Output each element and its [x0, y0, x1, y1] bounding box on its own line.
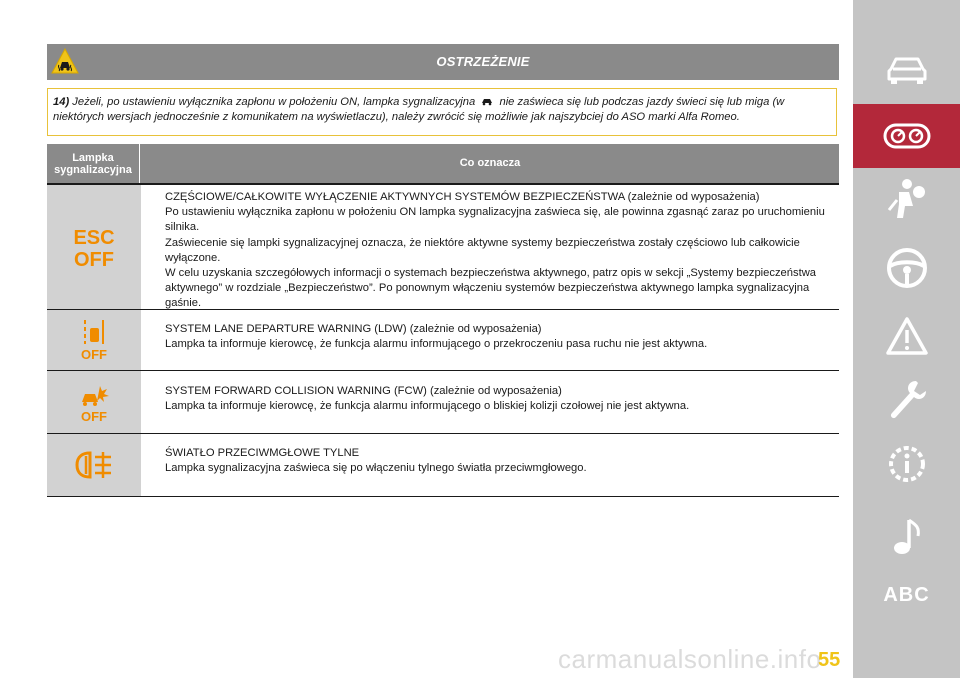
header-lamp: Lampka sygnalizacyjna [47, 144, 140, 183]
chapter-sidebar [853, 0, 960, 678]
airbag-passenger-icon [885, 176, 929, 220]
warning-title: OSTRZEŻENIE [436, 54, 530, 69]
meaning-line: SYSTEM FORWARD COLLISION WARNING (FCW) (zależnie od wyposażenia) [165, 385, 562, 397]
watermark: carmanualsonline.info [558, 644, 822, 674]
page-number: 55 [818, 649, 841, 671]
meaning-line: Po ustawieniu wyłącznika zapłonu w położeniu ON lampka sygnalizacyjna zaświeca się, ale powinna zgasnąć zaraz po uruchomieniu silnika. [165, 206, 825, 234]
header-meaning: Co oznacza [459, 157, 521, 169]
warning-triangle-icon [885, 316, 929, 356]
table-row [47, 434, 839, 497]
meaning-cell [165, 434, 839, 480]
skidding-car-inline-icon [480, 97, 494, 106]
warning-text-end: nie zaświeca się lub podczas jazdy świeci się lub miga (w niektórych wersjach jednocześnie z komunikatem na wyświetlaczu), należy zwrócić się możliwie jak najszybciej do ASO marki Alfa Romeo. [53, 96, 785, 123]
lamp-cell [47, 185, 141, 309]
table-row [47, 185, 839, 310]
sidebar-item-maintenance[interactable] [853, 368, 960, 432]
warning-header [47, 44, 839, 80]
off-label: OFF [81, 347, 107, 362]
meaning-line: CZĘŚCIOWE/CAŁKOWITE WYŁĄCZENIE AKTYWNYCH SYSTEMÓW BEZPIECZEŃSTWA (zależnie od wyposażenia) [165, 191, 760, 203]
sidebar-item-multimedia[interactable] [853, 504, 960, 568]
meaning-cell [165, 310, 839, 356]
sidebar-item-driving[interactable] [853, 236, 960, 300]
table-header [47, 144, 839, 185]
car-icon [885, 55, 929, 85]
warning-lights-table [47, 144, 839, 497]
music-note-icon [892, 516, 922, 556]
meaning-line: Zaświecenie się lampki sygnalizacyjnej oznacza, że niektóre aktywne systemy bezpieczeństwa zostały częściowo lub całkowicie wyłączone. [165, 236, 800, 264]
lamp-cell [47, 434, 141, 496]
meaning-line: W celu uzyskania szczegółowych informacji o systemach bezpieczeństwa aktywnego, patrz opis w sekcji „Systemy bezpieczeństwa aktywnego” w rozdziale „Bezpieczeństwo”. Po ponownym włączeniu systemów bezpieczeństwa aktywnego lampka sygnalizacyjna gaśnie. [165, 267, 817, 310]
meaning-line: SYSTEM LANE DEPARTURE WARNING (LDW) (zależnie od wyposażenia) [165, 323, 542, 335]
meaning-line: Lampka sygnalizacyjna zaświeca się po włączeniu tylnego światła przeciwmgłowego. [165, 462, 587, 475]
rear-fog-light-icon [73, 450, 115, 480]
forward-collision-off-icon [74, 380, 114, 424]
off-label: OFF [81, 409, 107, 424]
warning-text-start: Jeżeli, po ustawieniu wyłącznika zapłonu w położeniu ON, lampka sygnalizacyjna [72, 96, 476, 108]
esc-label: ESC [73, 227, 115, 249]
meaning-cell [165, 371, 839, 418]
sidebar-item-technical[interactable] [853, 432, 960, 496]
wrench-icon [886, 377, 928, 423]
info-gear-icon [885, 442, 929, 486]
sidebar-item-car[interactable] [853, 38, 960, 102]
meaning-cell [165, 185, 839, 316]
meaning-line: Lampka ta informuje kierowcę, że funkcja alarmu informującego o przekroczeniu pasa ruchu nie jest aktywna. [165, 338, 708, 351]
lamp-cell [47, 310, 141, 370]
sidebar-item-emergency[interactable] [853, 304, 960, 368]
table-row [47, 310, 839, 371]
meaning-line: ŚWIATŁO PRZECIWMGŁOWE TYLNE [165, 447, 360, 459]
sidebar-item-dashboard[interactable] [853, 104, 960, 168]
lamp-cell [47, 371, 141, 433]
lane-departure-off-icon [74, 318, 114, 362]
meaning-line: Lampka ta informuje kierowcę, że funkcja alarmu informującego o bliskiej kolizji czołowej nie jest aktywna. [165, 400, 690, 413]
esc-off-icon [59, 223, 129, 271]
off-label: OFF [74, 249, 114, 271]
sidebar-item-index[interactable]: ABC [883, 584, 930, 606]
sidebar-item-safety[interactable] [853, 166, 960, 230]
note-number: 14) [53, 96, 70, 108]
steering-wheel-icon [886, 247, 928, 289]
dashboard-gauges-icon [883, 123, 931, 149]
warning-note [47, 88, 837, 136]
table-row [47, 371, 839, 434]
